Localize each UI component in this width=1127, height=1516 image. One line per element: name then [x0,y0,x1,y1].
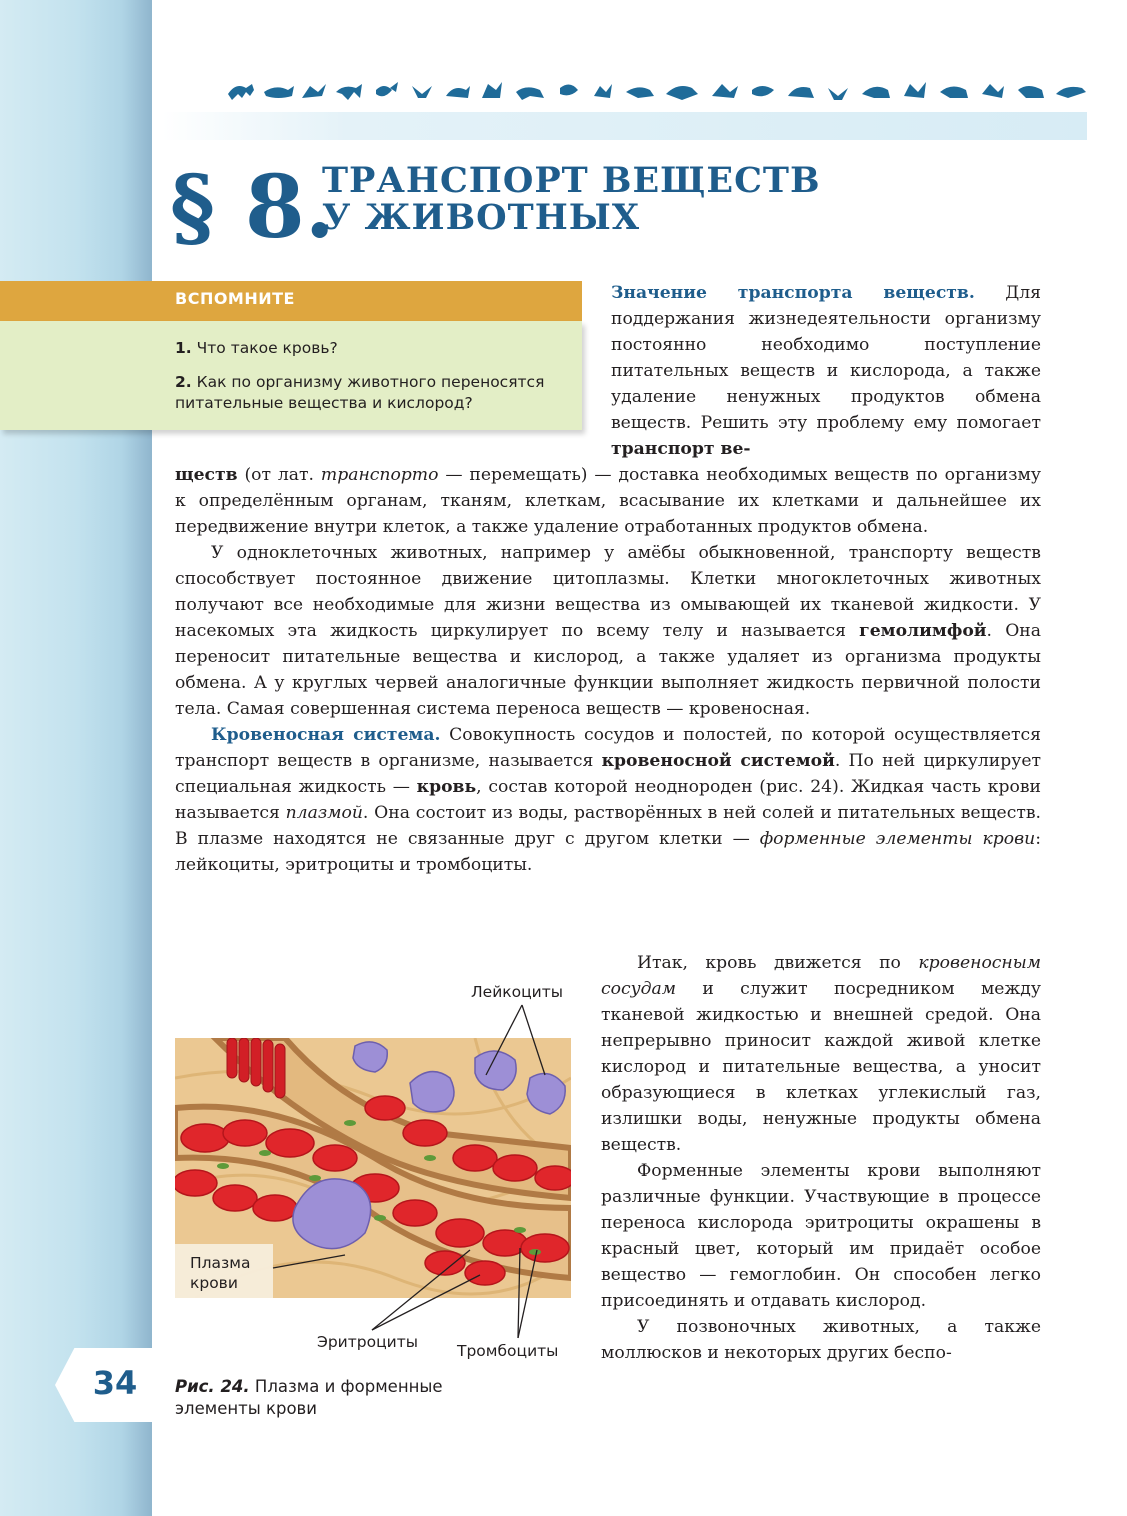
text-run: Для поддержания жизнедеятельности организму постоянно необходимо поступление питательных веществ и кислорода, а также удаление ненужных продуктов обмена веществ. Решить эту проблему ему помогает [611,283,1042,433]
figure-number: Рис. 24. [175,1377,250,1396]
text-run: : лейкоциты, эритроциты и тромбоциты. [175,829,1041,875]
paragraph-unicellular [175,540,1041,722]
section-number: § 8. [170,157,335,258]
text-run: Форменные элементы крови выполняют различные функции. Участвующие в процессе переноса кислорода эритроциты окрашены в красный цвет, который им придаёт особое вещество — гемоглобин. Он способен легко присоединять и отдавать кислород. [601,1161,1041,1311]
chapter-title [322,162,1042,236]
subheading-circulatory-system: Кровеносная система. [211,725,441,745]
page-margin-strip [0,0,152,1516]
recall-box-header [0,281,582,321]
text-run: . По ней циркулирует специальная жидкость — [175,751,1041,797]
chapter-title-line-2: У ЖИВОТНЫХ [322,197,640,238]
bold-term: транспорт ве- [611,439,751,459]
recall-heading: ВСПОМНИТЕ [175,289,295,308]
text-run: Итак, кровь движется по [637,953,919,973]
page-number: 34 [92,1364,138,1402]
text-run: Совокупность сосудов и полостей, по которой осуществляется транспорт веществ в организме, называется [175,725,1041,771]
text-run: , состав которой неоднороден (рис. 24). Жидкая часть крови называется [175,777,1041,823]
paragraph-blood-role [601,950,1041,1158]
paragraph-transport-intro [611,280,1041,462]
text-run: У позвоночных животных, а также моллюсков и некоторых других беспо- [601,1317,1041,1363]
bold-term: кровеносной системой [601,751,835,771]
label-leukocytes: Лейкоциты [471,983,564,1001]
text-run: . Она переносит питательные вещества и кислород, а также удаляет из организма продукты обмена. А у круглых червей аналогичные функции выполняет жидкость первичной полости тела. Самая совершенная система переноса веществ — кровеносная. [175,621,1041,719]
recall-question-number: 2. [175,373,192,391]
animal-silhouettes-decoration [226,76,1088,106]
header-band [162,112,1087,140]
paragraph-vertebrates [601,1314,1041,1366]
paragraph-transport-definition [175,462,1041,540]
label-plasma: Плазма крови [190,1254,251,1292]
recall-question-number: 1. [175,339,192,357]
right-text-column [601,950,1041,1366]
recall-question-text: Что такое кровь? [196,339,338,357]
italic-term: форменные элементы крови [759,829,1036,849]
paragraph-circulatory-system [175,722,1041,878]
label-erythrocytes: Эритроциты [317,1333,418,1351]
bold-term: кровь [416,777,477,797]
text-run: и служит посредником между тканевой жидкостью и внешней средой. Она непрерывно приносит каждой живой клетке кислород и питательные вещества, а уносит образующиеся в клетках углекислый газ, излишки воды, ненужные продукты обмена веществ. [601,979,1041,1155]
italic-term: кровеносным сосудам [601,953,1041,999]
main-text-column [175,462,1041,878]
text-run: — перемещать) — доставка необходимых веществ по организму к определённым органам, тканям, клеткам, всасывание их клетками и дальнейшее их передвижение внутри клеток, а также удаление отработанных продуктов обмена. [175,465,1041,537]
recall-question-text: Как по организму животного переносятся питательные вещества и кислород? [175,373,545,412]
italic-term: плазмой [285,803,363,823]
paragraph-formed-elements [601,1158,1041,1314]
text-run: У одноклеточных животных, например у амёбы обыкновенной, транспорту веществ способствует постоянное движение цитоплазмы. Клетки многоклеточных животных получают все необходимые для жизни вещества из омывающей их тканевой жидкости. У насекомых эта жидкость циркулирует по всему телу и называется [175,543,1041,641]
figure-caption [175,1376,505,1420]
subheading-transport-significance: Значение транспорта веществ. [611,283,975,303]
italic-term: транспорто [320,465,439,485]
text-run: (от лат. [237,465,321,485]
label-platelets: Тромбоциты [457,1342,559,1360]
recall-question-2 [175,372,565,414]
bold-term: гемолимфой [859,621,987,641]
text-run: . Она состоит из воды, растворённых в ней солей и питательных веществ. В плазме находятся не связанные друг с другом клетки — [175,803,1041,849]
chapter-title-line-1: ТРАНСПОРТ ВЕЩЕСТВ [322,160,821,201]
bold-term: ществ [175,465,238,485]
figure-caption-text: Плазма и форменные элементы крови [175,1377,443,1418]
recall-question-1 [175,338,565,359]
